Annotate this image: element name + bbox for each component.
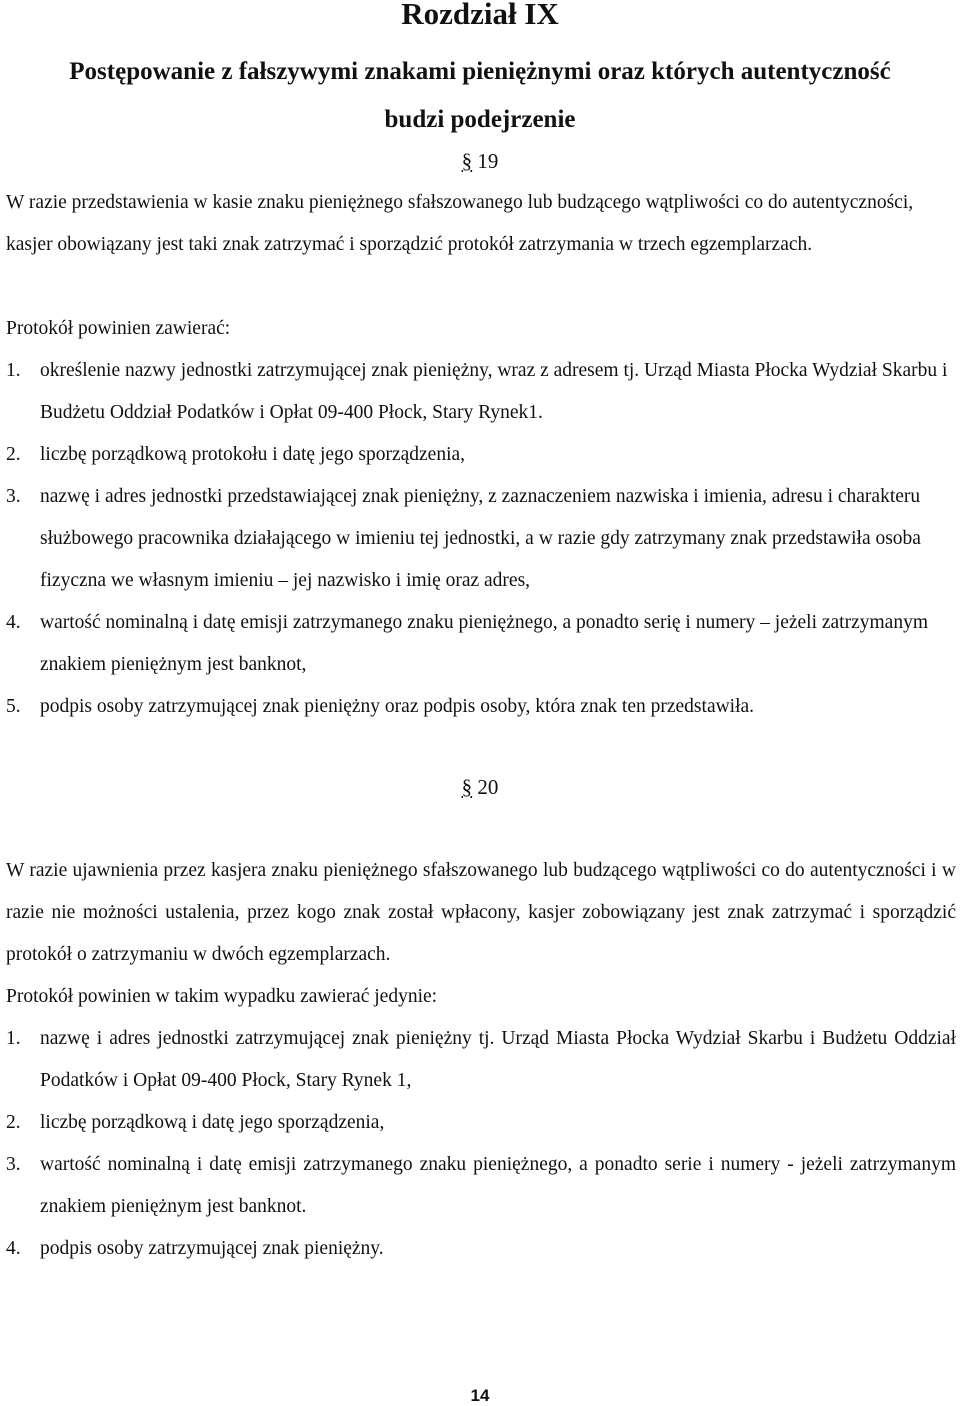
list-item-number: 4. [6,612,21,633]
section-20-protocol-intro: Protokół powinien w takim wypadku zawierać jedynie: [6,986,438,1007]
chapter-subtitle-line1: Postępowanie z fałszywymi znakami pieniężnymi oraz których autentyczność [69,58,891,85]
list-item [6,686,956,728]
list-item-text: nazwę i adres jednostki przedstawiającej znak pieniężny, z zaznaczeniem nazwiska i imienia, adresu i charakteru służbowego pracownika działającego w imieniu tej jednostki, a w razie gdy zatrzymany znak przedstawiła osoba fizyczna we własnym imieniu – jej nazwisko i imię oraz adres, [40,486,921,591]
list-item-text: nazwę i adres jednostki zatrzymującej znak pieniężny tj. Urząd Miasta Płocka Wydział Skarbu i Budżetu Oddział Podatków i Opłat 09-400 Płock, Stary Rynek 1, [40,1028,956,1091]
chapter-subtitle-line2: budzi podejrzenie [384,106,576,133]
list-item-text: określenie nazwy jednostki zatrzymującej znak pieniężny, wraz z adresem tj. Urząd Miasta Płocka Wydział Skarbu i Budżetu Oddział Podatków i Opłat 09-400 Płock, Stary Rynek1. [40,360,948,423]
section-20-list [6,1018,956,1270]
list-item-text: liczbę porządkową i datę jego sporządzenia, [40,1112,385,1133]
list-item-number: 1. [6,1028,21,1049]
chapter-subtitle [0,48,960,144]
list-item [6,434,956,476]
list-item-text: wartość nominalną i datę emisji zatrzymanego znaku pieniężnego, a ponadto serie i numery - jeżeli zatrzymanym znakiem pieniężnym jest banknot. [40,1154,956,1217]
section-20-intro: W razie ujawnienia przez kasjera znaku pieniężnego sfałszowanego lub budzącego wątpliwości co do autentyczności i w razie nie możności ustalenia, przez kogo znak został wpłacony, kasjer zobowiązany jest znak zatrzymać i sporządzić protokół o zatrzymaniu w dwóch egzemplarzach. [6,860,956,965]
list-item-number: 5. [6,696,21,717]
list-item-number: 2. [6,444,21,465]
list-item-number: 4. [6,1238,21,1259]
chapter-title: Rozdział IX [401,0,559,31]
list-item-number: 3. [6,1154,21,1175]
section-19-intro: W razie przedstawienia w kasie znaku pieniężnego sfałszowanego lub budzącego wątpliwości co do autentyczności, kasjer obowiązany jest taki znak zatrzymać i sporządzić protokół zatrzymania w trzech egzemplarzach. [6,192,914,255]
list-item-number: 2. [6,1112,21,1133]
list-item [6,350,956,434]
list-item [6,602,956,686]
list-item [6,1102,956,1144]
list-item-text: liczbę porządkową protokołu i datę jego sporządzenia, [40,444,466,465]
list-item-text: podpis osoby zatrzymującej znak pieniężny. [40,1238,384,1259]
section-symbol: § [461,149,473,173]
section-19-list [6,350,956,728]
list-item [6,1018,956,1102]
list-item [6,1144,956,1228]
section-symbol: § [461,775,473,799]
list-item-text: wartość nominalną i datę emisji zatrzymanego znaku pieniężnego, a ponadto serię i numery – jeżeli zatrzymanym znakiem pieniężnym jest banknot, [40,612,928,675]
section-number: 20 [477,775,499,799]
list-item-text: podpis osoby zatrzymującej znak pieniężny oraz podpis osoby, która znak ten przedstawiła. [40,696,755,717]
section-19-protocol-intro: Protokół powinien zawierać: [6,318,231,339]
list-item-number: 1. [6,360,21,381]
section-20-heading [0,766,960,808]
page-number: 14 [470,1386,490,1405]
list-item [6,476,956,602]
list-item [6,1228,956,1270]
section-19-heading [0,140,960,182]
list-item-number: 3. [6,486,21,507]
section-number: 19 [477,149,499,173]
